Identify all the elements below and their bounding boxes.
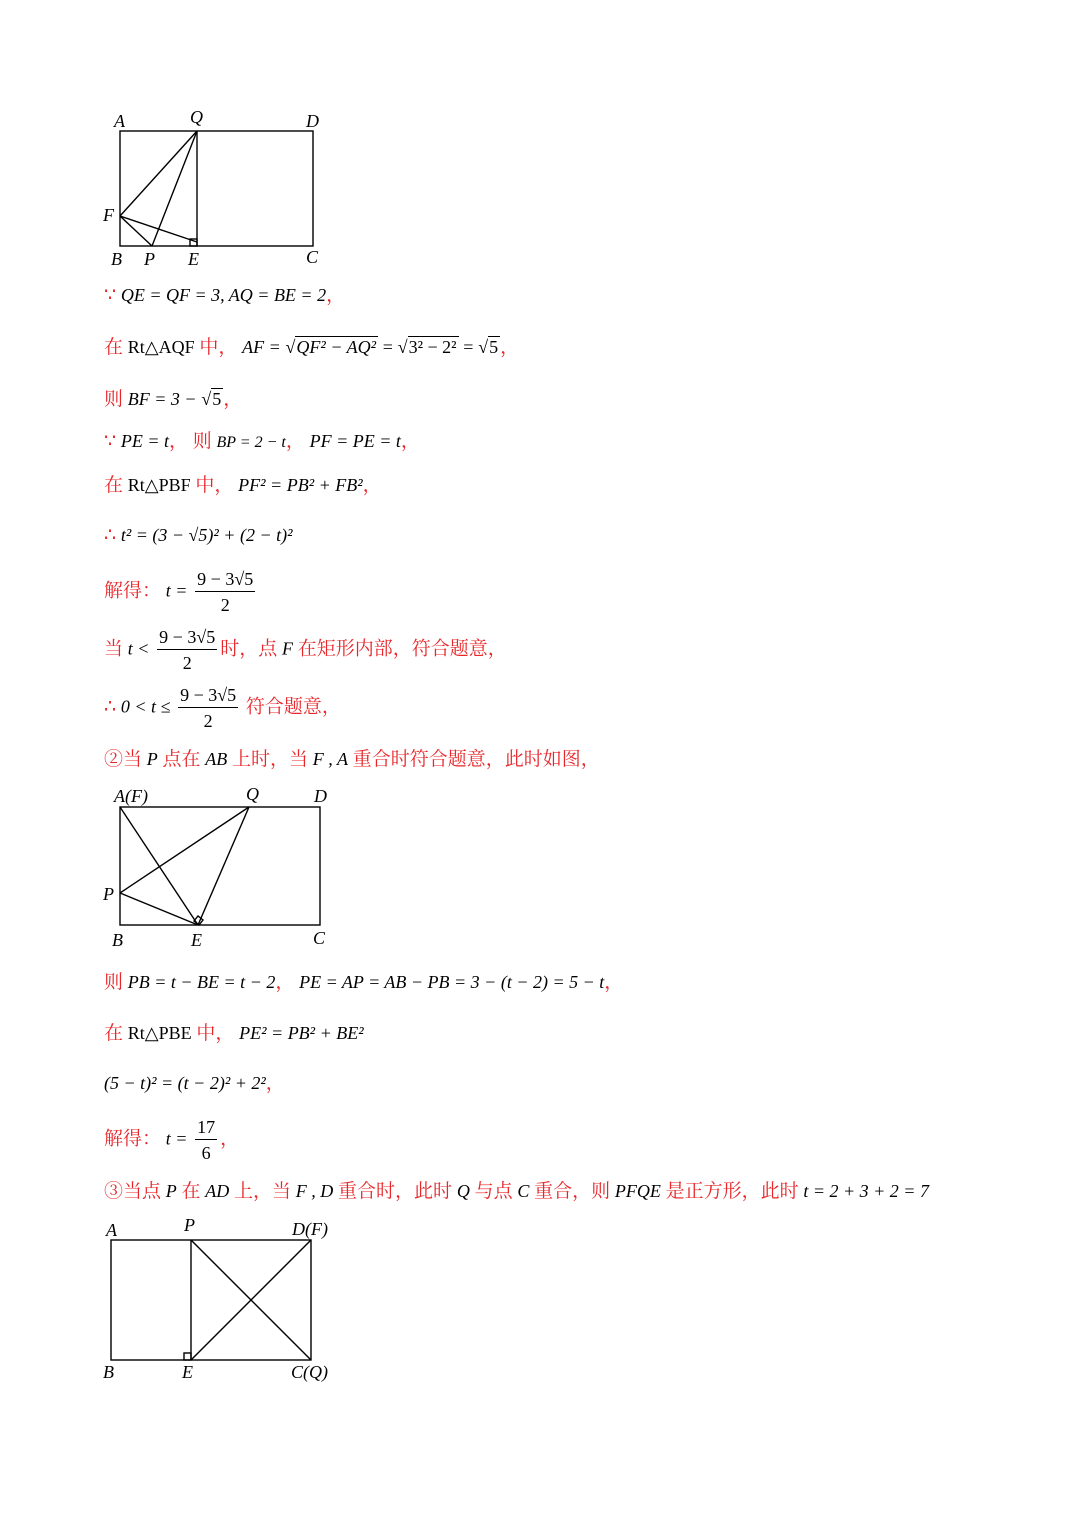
line-rt-pbe [104, 1024, 364, 1043]
denominator: 2 [220, 595, 230, 615]
denominator: 6 [201, 1143, 211, 1163]
label-f: F [103, 205, 114, 225]
label-e: E [191, 930, 202, 950]
text-zhong: 中， [199, 336, 238, 358]
text-in-rect: 在矩形内部，符合题意， [297, 637, 507, 660]
ad-var: AD [205, 1181, 230, 1201]
label-d: D [314, 786, 327, 806]
label-d: D [306, 111, 319, 131]
text-zai: 在 [104, 336, 124, 358]
label-c: C [306, 247, 319, 267]
comma: ， [168, 430, 188, 452]
therefore-symbol: ∴ [104, 695, 117, 718]
radical-1: √QF² − AQ² [285, 337, 377, 357]
pb-expr: PB = t − BE = t − 2 [127, 972, 276, 992]
figure-3 [111, 1240, 311, 1360]
denominator: 2 [182, 653, 192, 673]
line-equation [104, 526, 292, 545]
therefore-symbol: ∴ [104, 524, 117, 546]
label-p: P [144, 249, 155, 269]
text-zhong: 中， [195, 474, 234, 496]
text-shi-point: 时，点 [220, 637, 278, 660]
comma: ， [604, 971, 624, 993]
case3-f: 重合，则 [534, 1180, 611, 1202]
label-b: B [103, 1362, 114, 1382]
text-fuhe: 符合题意， [245, 695, 341, 718]
rt-pbf: Rt△PBF [127, 475, 191, 495]
pfqe: PFQE [614, 1181, 661, 1201]
rt-aqf: Rt△AQF [127, 337, 195, 357]
text-zai: 在 [104, 1022, 124, 1044]
case3-c: 上，当 [234, 1180, 292, 1202]
fraction-17-6 [195, 1118, 217, 1162]
main-equation: t² = (3 − √5)² + (2 − t)² [120, 525, 293, 545]
fraction-solution [195, 570, 255, 614]
case3-d: 重合时，此时 [338, 1180, 453, 1202]
pythagoras-2: PE² = PB² + BE² [239, 1023, 364, 1043]
segment-fe [120, 216, 197, 242]
radicand-bf: 5 [212, 389, 222, 409]
line-af [104, 338, 519, 357]
comma: ， [400, 430, 420, 452]
case3-b: 在 [181, 1180, 201, 1202]
equation-2: (5 − t)² = (t − 2)² + 2² [104, 1073, 266, 1093]
label-c: C [313, 928, 326, 948]
label-cq: C(Q) [291, 1362, 328, 1382]
line-equation-2 [104, 1074, 285, 1093]
eq-2: = [382, 337, 393, 357]
t-lt: t < [127, 638, 150, 659]
case3-a: ③当点 [104, 1180, 162, 1202]
numerator: 9 − 3√5 [178, 686, 238, 708]
pf-expr: PF = PE = t [309, 431, 401, 451]
t-final: t = 2 + 3 + 2 = 7 [803, 1181, 929, 1201]
segment-pe [120, 893, 198, 925]
text-solve: 解得： [104, 1127, 162, 1150]
case2-a: ②当 [104, 748, 143, 770]
range-pre: 0 < t ≤ [120, 696, 171, 717]
line-given [104, 286, 345, 305]
label-e: E [182, 1362, 193, 1382]
comma: ， [220, 1127, 240, 1150]
comma: ， [265, 1072, 285, 1094]
comma: ， [275, 971, 295, 993]
segment-fq [120, 131, 197, 216]
denominator: 2 [203, 711, 213, 731]
label-a: A [106, 1220, 117, 1240]
figure-2 [120, 807, 320, 925]
right-angle-mark [184, 1353, 191, 1360]
comma: ， [362, 474, 382, 496]
segment-pq [120, 807, 249, 893]
numerator: 9 − 3√5 [195, 570, 255, 592]
line-case-3 [104, 1182, 929, 1201]
radicand-3: 5 [489, 337, 499, 357]
since-symbol: ∵ [104, 430, 117, 452]
fraction-bound [157, 628, 217, 672]
numerator: 17 [195, 1118, 217, 1140]
comma: ， [285, 430, 305, 452]
text-solve: 解得： [104, 579, 162, 602]
t-eq: t = [165, 580, 188, 601]
label-e: E [188, 249, 199, 269]
text-zai: 在 [104, 474, 124, 496]
f-var: F [281, 638, 293, 659]
text-ze: 则 [192, 430, 212, 452]
rectangle-abcd [120, 131, 313, 246]
line-pb-pe [104, 973, 623, 992]
line-solve-1 [104, 570, 258, 614]
line-case-2 [104, 750, 600, 769]
case3-e: 与点 [474, 1180, 513, 1202]
segment-ae [120, 807, 198, 925]
rectangle-abcd [111, 1240, 311, 1360]
ab-var: AB [205, 749, 228, 769]
rt-pbe: Rt△PBE [127, 1023, 192, 1043]
line-when [104, 628, 507, 672]
case2-d: 重合时符合题意，此时如图， [352, 748, 600, 770]
line-bf [104, 390, 242, 409]
since-symbol: ∵ [104, 284, 117, 306]
rectangle-abcd [120, 807, 320, 925]
label-b: B [112, 930, 123, 950]
eq-3: = [463, 337, 474, 357]
text-ze: 则 [104, 388, 124, 410]
pe-expr: PE = AP = AB − PB = 3 − (t − 2) = 5 − t [299, 972, 605, 992]
fa-var: F , A [312, 749, 348, 769]
line-range [104, 686, 341, 730]
figure-1 [120, 131, 313, 246]
q-var: Q [456, 1181, 470, 1201]
text-ze: 则 [104, 971, 124, 993]
p-var: P [146, 749, 158, 769]
text-dang: 当 [104, 637, 124, 660]
radical-3: √5 [478, 337, 499, 357]
label-p: P [103, 884, 114, 904]
case2-b: 点在 [162, 748, 201, 770]
bp-expr: BP = 2 − t [216, 434, 286, 451]
case2-c: 上时，当 [232, 748, 309, 770]
line-solve-2 [104, 1118, 239, 1162]
label-b: B [111, 249, 122, 269]
pe-t: PE = t [120, 431, 169, 451]
bf-expr: BF = 3 − [127, 389, 197, 409]
p-var: P [165, 1181, 177, 1201]
fd-var: F , D [295, 1181, 334, 1201]
segment-fp [120, 216, 152, 246]
label-q: Q [190, 107, 203, 127]
label-af: A(F) [114, 786, 148, 806]
case3-g: 是正方形，此时 [665, 1180, 799, 1202]
af-expr: AF = [242, 337, 281, 357]
line-rt-pbf [104, 476, 382, 495]
c-var: C [517, 1181, 530, 1201]
comma: ， [223, 388, 243, 410]
line-pe [104, 432, 420, 451]
expr-given: QE = QF = 3, AQ = BE = 2 [120, 285, 327, 305]
radical-2: √3² − 2² [397, 337, 457, 357]
label-df: D(F) [292, 1219, 328, 1239]
radical-bf: √5 [201, 389, 222, 409]
numerator: 9 − 3√5 [157, 628, 217, 650]
fraction-range [178, 686, 238, 730]
t-eq: t = [165, 1128, 188, 1149]
radicand-2: 3² − 2² [408, 337, 457, 357]
comma: ， [500, 336, 520, 358]
radicand-1: QF² − AQ² [296, 337, 377, 357]
comma: ， [326, 284, 346, 306]
label-q: Q [246, 784, 259, 804]
pythagoras-1: PF² = PB² + FB² [238, 475, 363, 495]
label-p: P [184, 1215, 195, 1235]
label-a: A [114, 111, 125, 131]
text-zhong: 中， [196, 1022, 235, 1044]
